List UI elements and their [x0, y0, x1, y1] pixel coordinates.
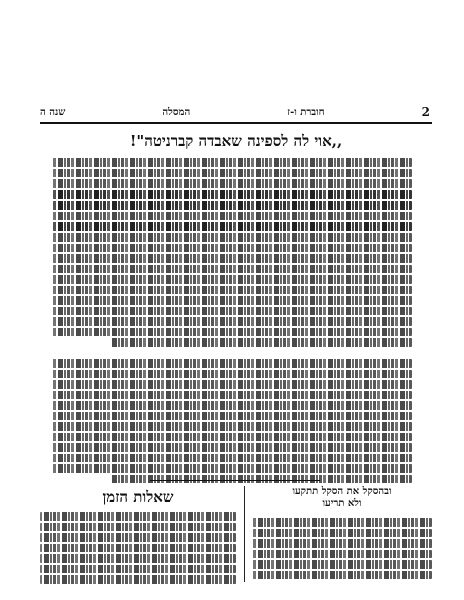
text-line [52, 169, 412, 178]
text-line [52, 233, 412, 242]
text-line [52, 254, 412, 263]
text-line [252, 539, 432, 548]
text-line [52, 380, 412, 389]
paragraph-gap [52, 349, 412, 358]
text-line [40, 512, 236, 521]
sub-title-line-2: ולא תריעו [322, 498, 362, 509]
text-line [252, 518, 432, 527]
left-column-body [40, 512, 236, 584]
text-line [40, 575, 236, 584]
text-line [40, 544, 236, 553]
text-line [52, 454, 412, 463]
text-line [40, 565, 236, 574]
article-body [52, 158, 412, 483]
text-line [52, 201, 412, 210]
text-line [252, 560, 432, 569]
right-column-body [252, 518, 432, 579]
text-line [40, 533, 236, 542]
text-line [110, 338, 412, 347]
issue-label: חוברת ו-ז [287, 106, 325, 118]
sub-title [252, 486, 432, 510]
text-line [52, 401, 412, 410]
text-line [52, 307, 412, 316]
text-line [52, 422, 412, 431]
text-line [52, 443, 412, 452]
text-line [252, 529, 432, 538]
text-line [110, 475, 412, 484]
text-line [252, 571, 432, 580]
journal-name: המסלה [162, 106, 191, 118]
text-line [40, 554, 236, 563]
article-headline: ,,אוי לה לספינה שאבדה קברניטה"! [129, 132, 343, 150]
text-line [52, 275, 412, 284]
text-line [52, 244, 412, 253]
text-line [52, 158, 412, 167]
text-line [52, 464, 412, 473]
text-line [40, 523, 236, 532]
text-line [52, 328, 412, 337]
text-line [52, 412, 412, 421]
text-line [252, 550, 432, 559]
section-title: שאלות הזמן [102, 488, 174, 506]
text-line [52, 222, 412, 231]
header-rule [40, 122, 432, 124]
text-line [52, 391, 412, 400]
text-line [52, 370, 412, 379]
sub-title-line-1: ובהסקל את הסקל תתקעו [292, 486, 392, 497]
page-header [40, 104, 430, 120]
page-number: 2 [421, 105, 430, 119]
text-line [52, 265, 412, 274]
text-line [52, 179, 412, 188]
text-line [52, 296, 412, 305]
year-label: שנה ה [40, 106, 66, 118]
text-line [52, 317, 412, 326]
text-line [52, 212, 412, 221]
text-line [52, 433, 412, 442]
section-rule [150, 480, 320, 481]
column-separator [244, 486, 245, 582]
text-line [52, 190, 412, 199]
text-line [52, 359, 412, 368]
text-line [52, 286, 412, 295]
